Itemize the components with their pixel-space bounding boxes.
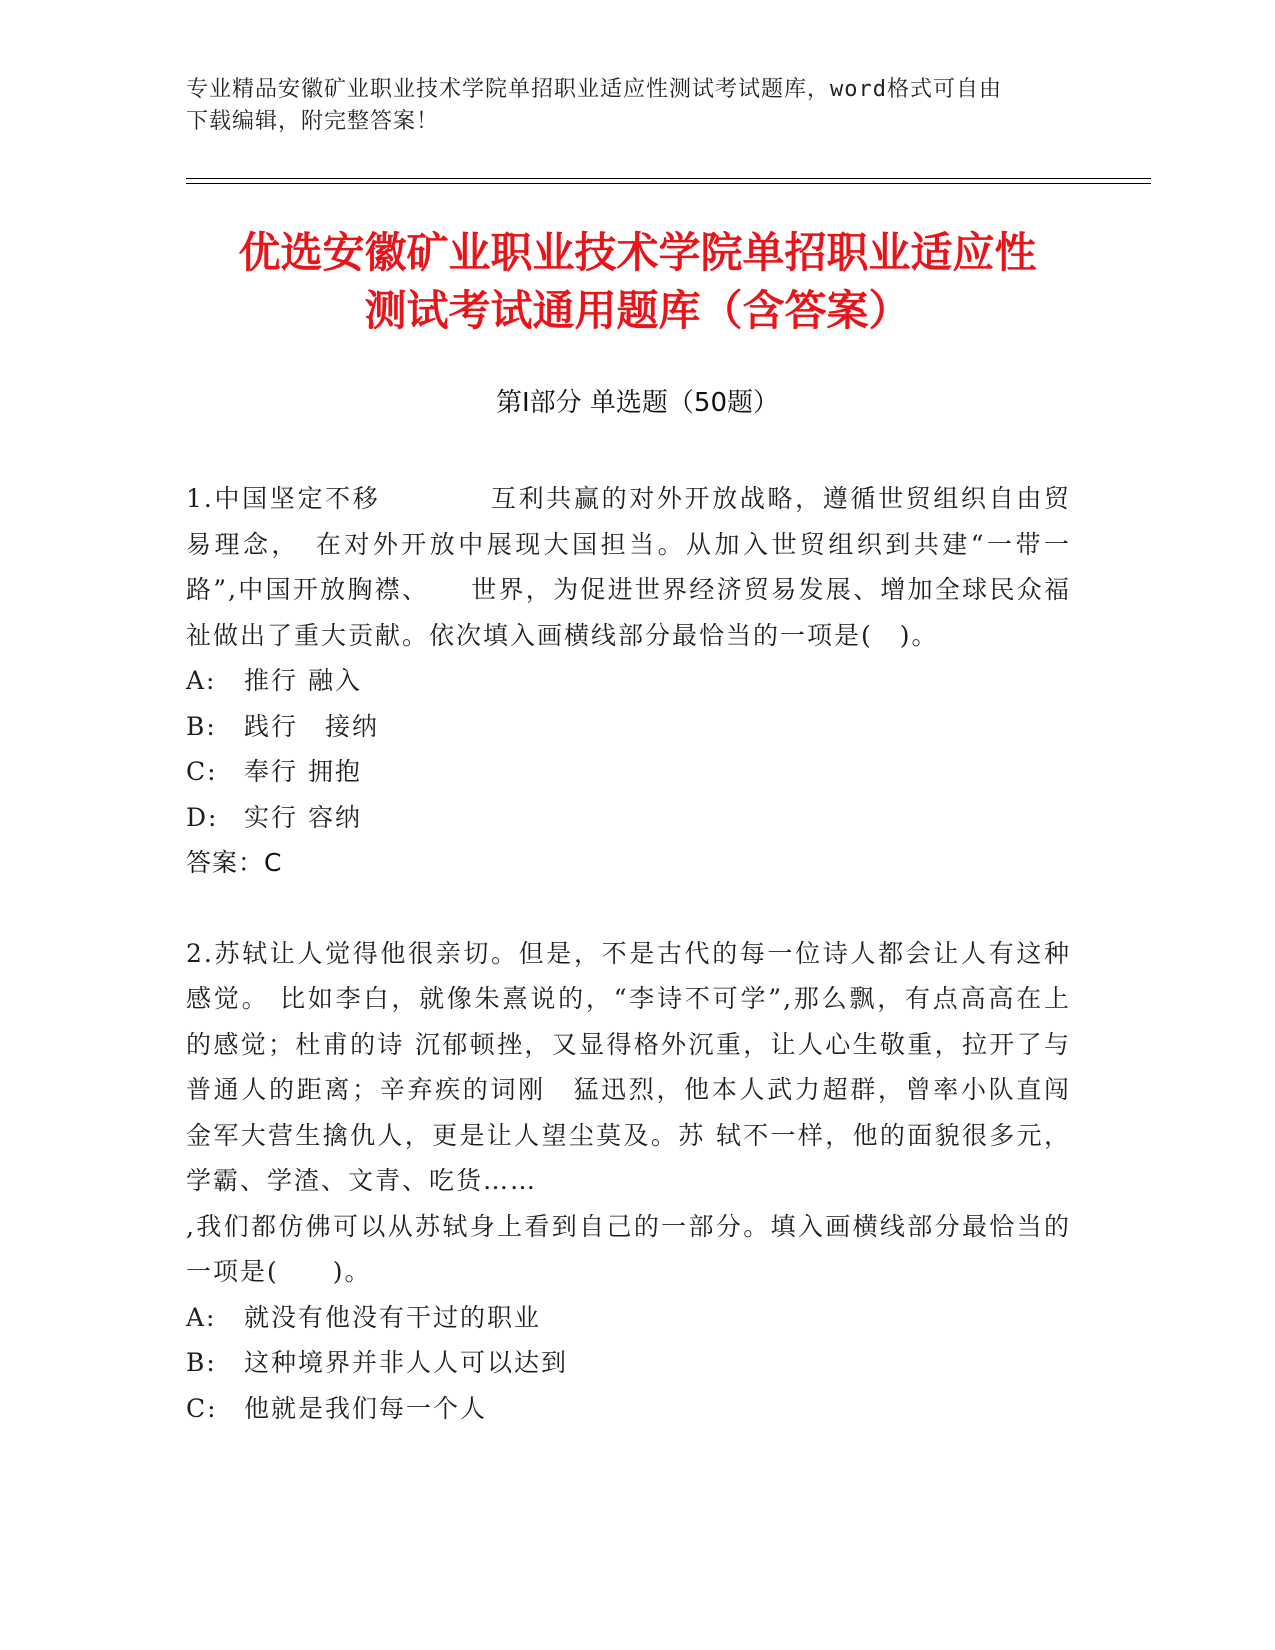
document-header-note [186,74,1066,138]
option-letter: B: [186,711,217,741]
option-text: 就没有他没有干过的职业 [244,1302,542,1332]
document-title-line-2: 测试考试通用题库（含答案） [364,286,911,335]
header-note-line-1: 专业精品安徽矿业职业技术学院单招职业适应性测试考试题库，word格式可自由 [186,77,1002,102]
question-list [186,476,1071,1431]
option-text: 践行 接纳 [244,711,380,741]
question-2-option-c [186,1386,1071,1432]
question-1-option-d [186,795,1071,841]
question-2-stem-part-1: 2.苏轼让人觉得他很亲切。但是，不是古代的每一位诗人都会让人有这种感觉。 比如李白，就像朱熹说的，“李诗不可学”,那么飘，有点高高在上的感觉；杜甫的诗 沉郁顿挫，又显得格外沉重，让人心生敬重，拉开了与普通人的距离；辛弃疾的词刚 猛迅烈，他本人武力超群，曾率小队直闯金军大营生擒仇人，更是让人望尘莫及。苏 轼不一样，他的面貌很多元，学霸、学渣、文青、吃货…… [186,938,1071,1195]
option-text: 实行 容纳 [244,802,362,832]
option-text: 奉行 拥抱 [244,757,362,786]
question-1-answer: 答案：C [186,848,283,877]
option-text: 推行 融入 [244,666,362,695]
option-text: 他就是我们每一个人 [244,1393,488,1423]
question-2-option-a [186,1295,1071,1341]
question-1-stem: 1.中国坚定不移 互利共赢的对外开放战略，遵循世贸组织自由贸易理念， 在对外开放中展现大国担当。从加入世贸组织到共建“一带一路”,中国开放胸襟、 世界，为促进世界经济贸易发展、增加全球民众福祉做出了重大贡献。依次填入画横线部分最恰当的一项是( )。 [186,484,1071,650]
question-1-option-b [186,704,1071,750]
option-letter: D: [186,802,219,832]
section-heading: 第Ⅰ部分 单选题（50题） [495,388,780,418]
option-letter: B: [186,1348,217,1377]
question-spacer [186,886,1071,931]
option-letter: A: [186,666,217,695]
header-divider-top [186,178,1151,179]
option-letter: A: [186,1302,217,1332]
header-note-line-2: 下载编辑，附完整答案！ [186,109,440,134]
option-letter: C: [186,757,218,786]
question-1 [186,476,1071,886]
document-title [0,224,1275,340]
question-2-stem [186,931,1071,1295]
header-divider-bottom [186,183,1151,184]
question-1-option-c [186,749,1071,795]
question-2-stem-part-2: ,我们都仿佛可以从苏轼身上看到自己的一部分。填入画横线部分最恰当的一项是( )。 [186,1211,1071,1286]
document-title-line-1: 优选安徽矿业职业技术学院单招职业适应性 [238,228,1037,277]
question-1-option-a [186,658,1071,704]
question-2-option-b [186,1340,1071,1386]
option-letter: C: [186,1393,218,1423]
question-2 [186,931,1071,1432]
option-text: 这种境界并非人人可以达到 [244,1348,569,1377]
